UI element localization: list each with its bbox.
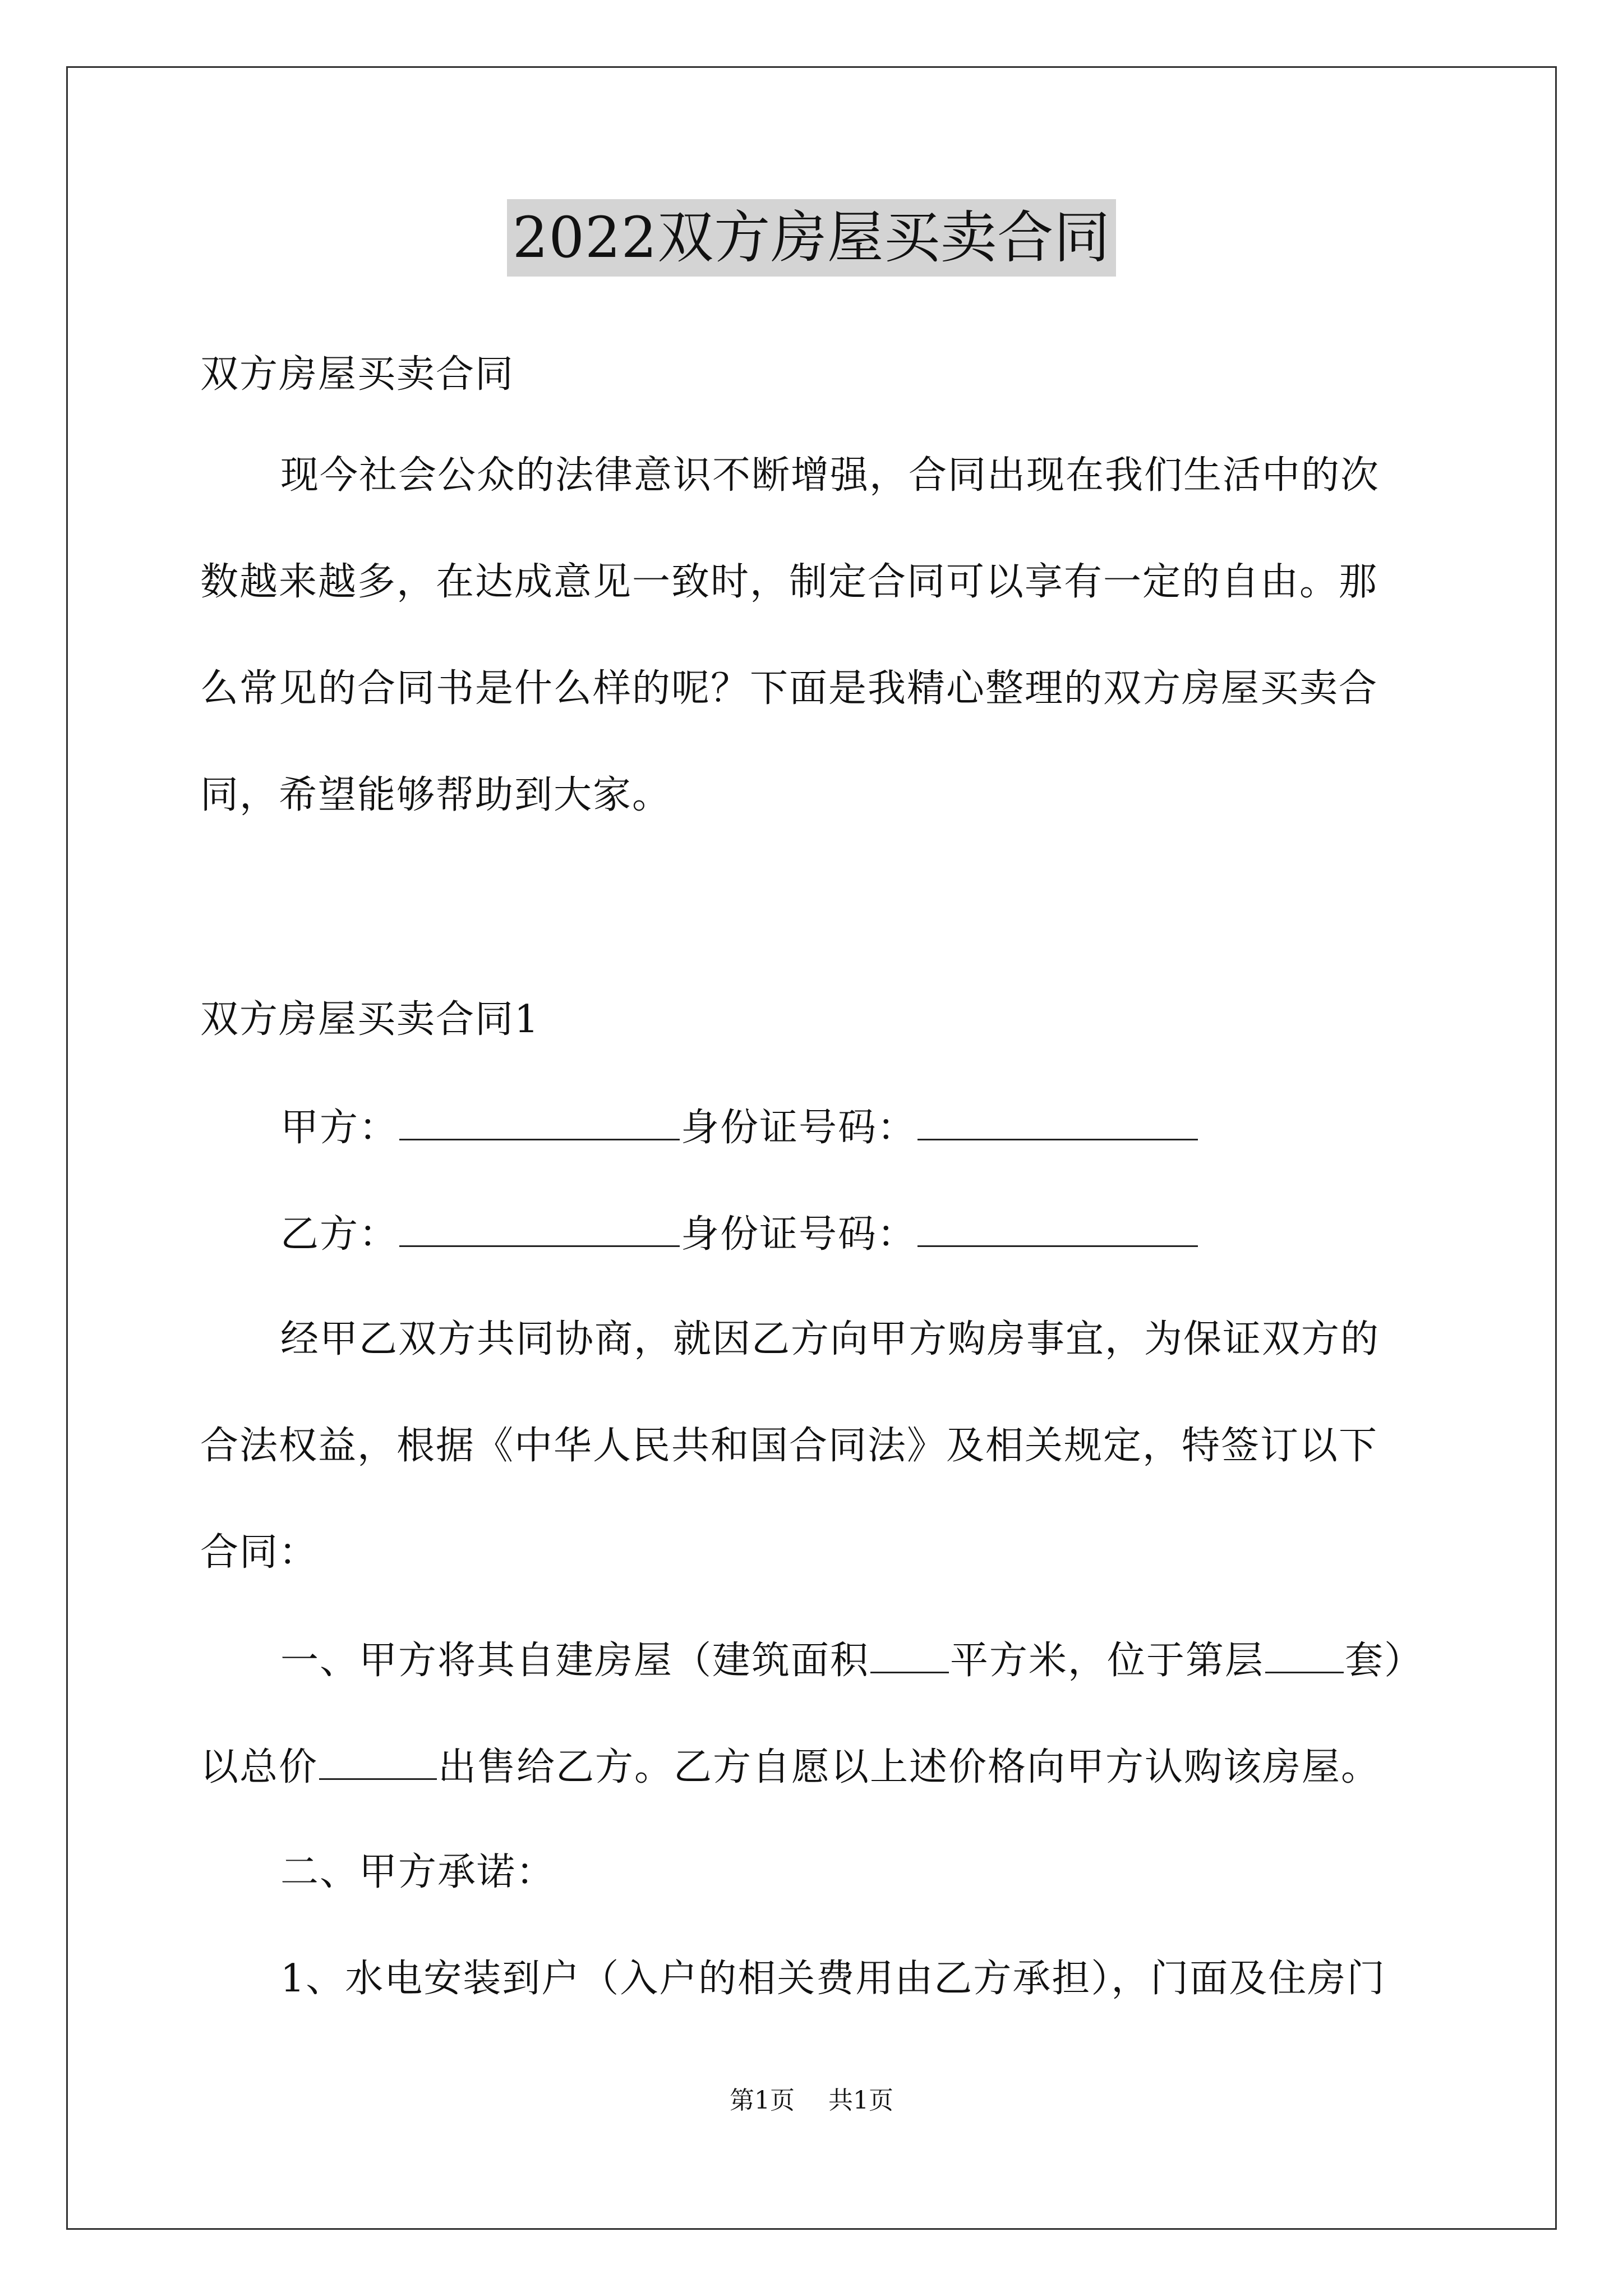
page-number: 第1页 (730, 2086, 795, 2115)
price-blank[interactable] (319, 1739, 437, 1780)
intro-line-1: 现今社会公众的法律意识不断增强，合同出现在我们生活中的次 (280, 453, 1380, 498)
clause-1-text-e: 出售给乙方。乙方自愿以上述价格向甲方认购该房屋。 (438, 1745, 1381, 1789)
party-b-id-blank[interactable] (917, 1206, 1198, 1247)
intro-line-4: 同，希望能够帮助到大家。 (200, 773, 672, 817)
intro-line-2: 数越来越多，在达成意见一致时，制定合同可以享有一定的自由。那 (200, 560, 1378, 604)
preamble-line-3: 合同： (200, 1530, 319, 1575)
party-a-id-blank[interactable] (917, 1099, 1198, 1140)
party-a-label: 甲方： (280, 1106, 399, 1150)
clause-1-text-a: 一、甲方将其自建房屋（建筑面积 (280, 1639, 870, 1683)
unit-blank[interactable] (1265, 1632, 1344, 1673)
clause-1-text-d: 以总价 (200, 1745, 319, 1789)
intro-line-3: 么常见的合同书是什么样的呢？下面是我精心整理的双方房屋买卖合 (200, 666, 1378, 711)
clause-1-text-b: 平方米，位于第层 (950, 1639, 1265, 1683)
clause-2-item-1: 1、水电安装到户（入户的相关费用由乙方承担），门面及住房门 (280, 1957, 1386, 2001)
clause-1-line-2 (200, 1739, 1434, 1795)
clause-1-line-1 (280, 1632, 1514, 1688)
party-b-row (280, 1206, 1514, 1262)
party-a-row (280, 1099, 1514, 1155)
document-subtitle: 双方房屋买卖合同 (200, 352, 515, 397)
page-footer (0, 2084, 1623, 2118)
clause-2-heading: 二、甲方承诺： (280, 1850, 556, 1894)
preamble-line-1: 经甲乙双方共同协商，就因乙方向甲方购房事宜，为保证双方的 (280, 1317, 1380, 1361)
document-title: 2022双方房屋买卖合同 (507, 199, 1117, 277)
title-container (0, 199, 1623, 277)
clause-1-text-c: 套） (1345, 1639, 1424, 1683)
party-a-name-blank[interactable] (399, 1099, 680, 1140)
party-a-id-label: 身份证号码： (681, 1106, 917, 1150)
party-b-name-blank[interactable] (399, 1206, 680, 1247)
page-total: 共1页 (828, 2086, 893, 2115)
preamble-line-2: 合法权益，根据《中华人民共和国合同法》及相关规定，特签订以下 (200, 1424, 1378, 1468)
section-heading: 双方房屋买卖合同1 (200, 997, 540, 1042)
party-b-id-label: 身份证号码： (681, 1212, 917, 1257)
party-b-label: 乙方： (280, 1212, 399, 1257)
area-blank[interactable] (870, 1632, 949, 1673)
